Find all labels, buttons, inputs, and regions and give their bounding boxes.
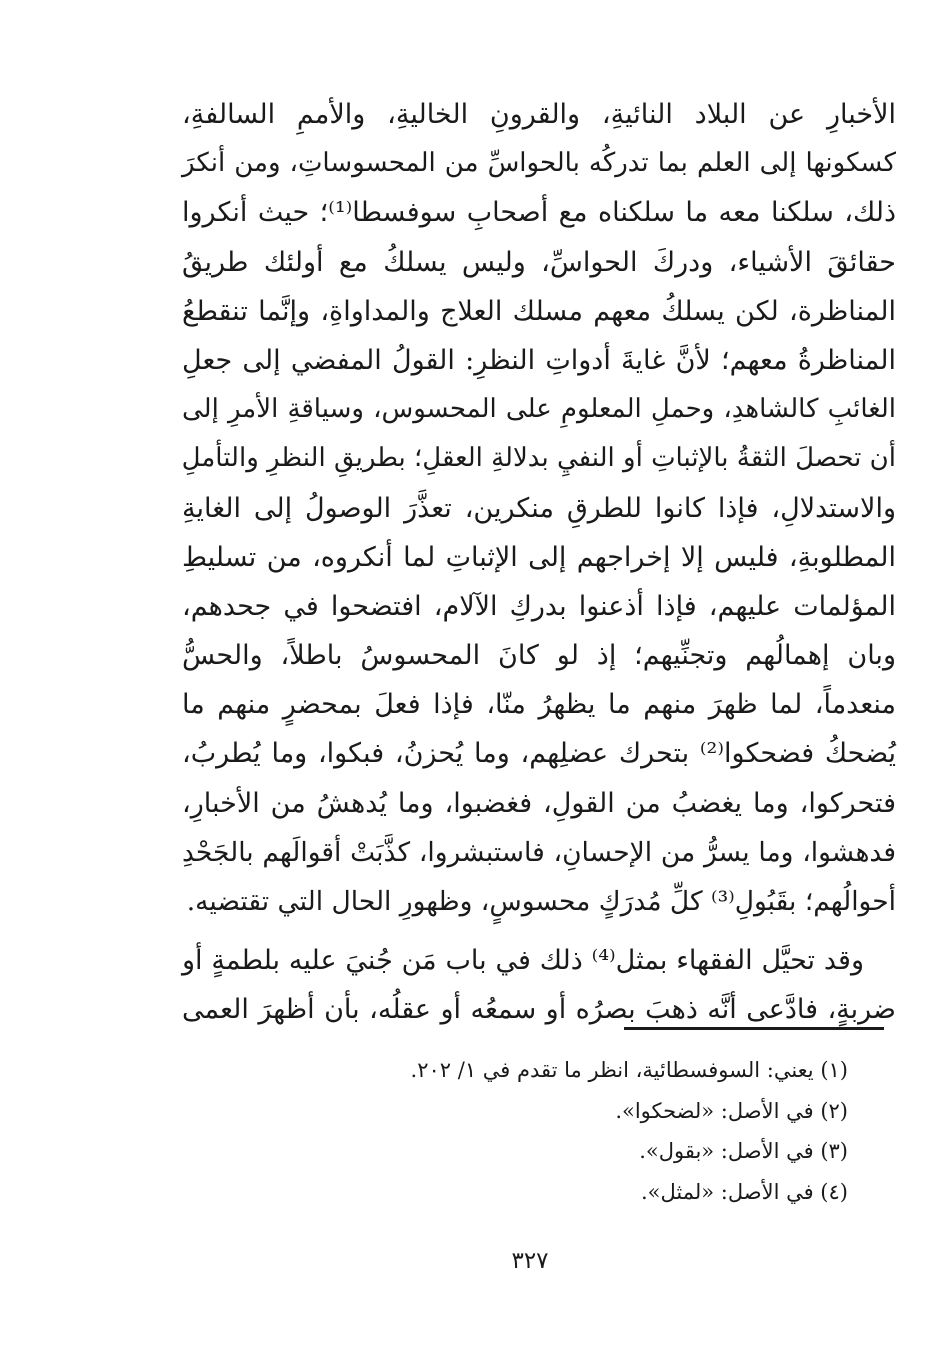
- text-line: فتحركوا، وما يغضبُ من القولِ، فغضبوا، وما يُدهشُ من الأخبارِ،: [182, 787, 896, 819]
- text-line: ذلك، سلكنا معه ما سلكناه مع أصحابِ سوفسطا⁽¹⁾؛ حيث أنكروا: [182, 197, 896, 229]
- text-line: أن تحصلَ الثقةُ بالإثباتِ أو النفيِ بدلالةِ العقلِ؛ بطريقِ النظرِ والتأملِ: [181, 443, 896, 474]
- paragraph-gap: [182, 926, 896, 936]
- page-number: ٣٢٧: [511, 1248, 549, 1274]
- text-line: المؤلمات عليهم، فإذا أذعنوا بدركِ الآلام، افتضحوا في جحدهم،: [182, 590, 896, 622]
- text-line: والاستدلالِ، فإذا كانوا للطرقِ منكرين، تعذَّرَ الوصولُ إلى الغايةِ: [182, 492, 896, 524]
- text-line: يُضحكُ فضحكوا⁽²⁾ بتحرك عضلِهم، وما يُحزنُ، فبكوا، وما يُطربُ،: [182, 738, 897, 770]
- text-line: المناظرةُ معهم؛ لأنَّ غايةَ أدواتِ النظرِ: القولُ المفضي إلى جعلِ: [182, 344, 896, 376]
- text-line: ضربةٍ، فادَّعى أنَّه ذهبَ بصرُه أو سمعُه أو عقلُه، بأن أظهرَ العمى: [182, 994, 896, 1026]
- text-line: وقد تحيَّل الفقهاء بمثل⁽⁴⁾ ذلك في باب مَن جُنيَ عليه بلطمةٍ أو: [182, 945, 864, 977]
- footnote-3: (٣) في الأصل: «بقول».: [639, 1139, 848, 1163]
- text-line: حقائقَ الأشياء، ودركَ الحواسِّ، وليس يسلكُ مع أولئك طريقُ: [182, 246, 896, 278]
- footnote-2: (٢) في الأصل: «لضحكوا».: [615, 1098, 848, 1123]
- footnote-separator: [624, 1027, 884, 1030]
- text-line: الغائبِ كالشاهدِ، وحملِ المعلومِ على المحسوس، وسياقةِ الأمرِ إلى: [182, 394, 896, 425]
- main-text: [182, 90, 896, 1035]
- text-line: منعدماً، لما ظهرَ منهم ما يظهرُ منّا، فإذا فعلَ بمحضرٍ منهم ما: [182, 689, 896, 721]
- text-line: المطلوبةِ، فليس إلا إخراجهم إلى الإثباتِ لما أنكروه، من تسليطِ: [182, 541, 896, 573]
- text-line: فدهشوا، وما يسرُّ من الإحسانِ، فاستبشروا، كذَّبَتْ أقوالَهم بالجَحْدِ: [182, 836, 896, 868]
- footnote-1: (١) يعني: السوفسطائية، انظر ما تقدم في ١/ ٢٠٢.: [410, 1058, 848, 1082]
- text-line: وبان إهمالُهم وتجنِّيهم؛ إذ لو كانَ المحسوسُ باطلاً، والحسُّ: [182, 640, 896, 672]
- text-line: كسكونها إلى العلم بما تدركُه بالحواسِّ من المحسوساتِ، ومن أنكرَ: [182, 148, 896, 179]
- paragraph-1: [182, 90, 896, 926]
- footnotes: [300, 1050, 848, 1212]
- paragraph-2: [182, 936, 896, 1034]
- text-line: الأخبارِ عن البلاد النائيةِ، والقرونِ الخاليةِ، والأممِ السالفةِ،: [182, 99, 896, 130]
- text-line: المناظرة، لكن يسلكُ معهم مسلك العلاج والمداواةِ، وإنَّما تنقطعُ: [182, 295, 896, 327]
- text-line: أحوالُهم؛ بقَبُولِ⁽³⁾ كلِّ مُدرَكٍ محسوسٍ، وظهورِ الحال التي تقتضيه.: [186, 886, 896, 917]
- footnote-4: (٤) في الأصل: «لمثل».: [640, 1179, 848, 1204]
